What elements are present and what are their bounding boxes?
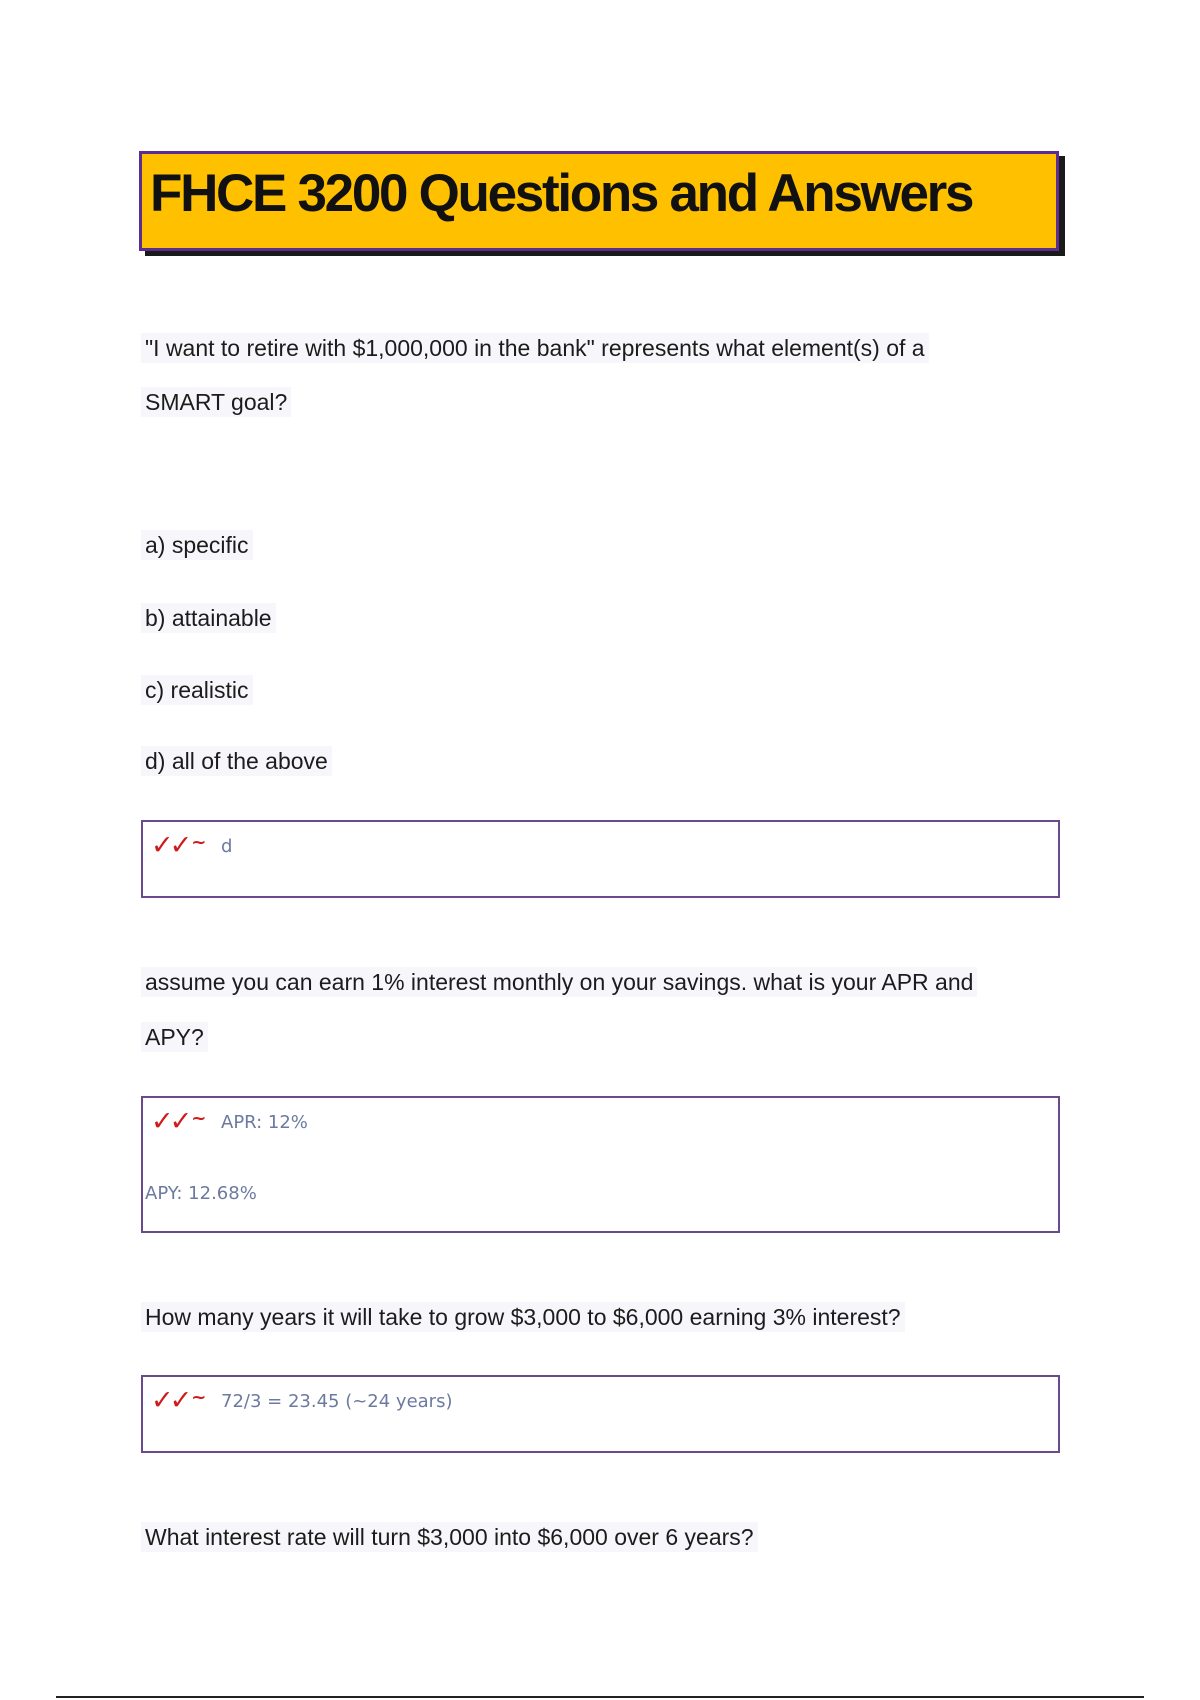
question-1-option-b: b) attainable bbox=[145, 603, 276, 633]
question-1-line-2: SMART goal? bbox=[145, 386, 291, 418]
answer-2-apr: APR: 12% bbox=[221, 1112, 308, 1133]
title-banner bbox=[139, 151, 1059, 251]
question-4-line-1: What interest rate will turn $3,000 into $6,000 over 6 years? bbox=[145, 1521, 758, 1553]
answer-box-2 bbox=[141, 1096, 1060, 1233]
question-1-option-c: c) realistic bbox=[145, 675, 253, 705]
question-2-line-1: assume you can earn 1% interest monthly on your savings. what is your APR and bbox=[145, 966, 977, 998]
checkmark-icon: ✓✓ ~ bbox=[151, 1385, 207, 1416]
answer-3-text: 72/3 = 23.45 (~24 years) bbox=[221, 1391, 453, 1412]
checkmark-icon: ✓✓ ~ bbox=[151, 830, 207, 861]
question-2-line-2: APY? bbox=[145, 1021, 208, 1053]
footer-rule bbox=[56, 1696, 1144, 1698]
answer-1-text: d bbox=[221, 836, 233, 857]
answer-box-3 bbox=[141, 1375, 1060, 1453]
checkmark-icon: ✓✓ ~ bbox=[151, 1106, 207, 1137]
answer-box-1 bbox=[141, 820, 1060, 898]
question-1-line-1: "I want to retire with $1,000,000 in the bank" represents what element(s) of a bbox=[145, 332, 929, 364]
page-title: FHCE 3200 Questions and Answers bbox=[150, 164, 973, 223]
question-3-line-1: How many years it will take to grow $3,000 to $6,000 earning 3% interest? bbox=[145, 1301, 905, 1333]
answer-2-apy: APY: 12.68% bbox=[145, 1183, 257, 1204]
question-1-option-d: d) all of the above bbox=[145, 746, 332, 776]
question-1-option-a: a) specific bbox=[145, 530, 253, 560]
